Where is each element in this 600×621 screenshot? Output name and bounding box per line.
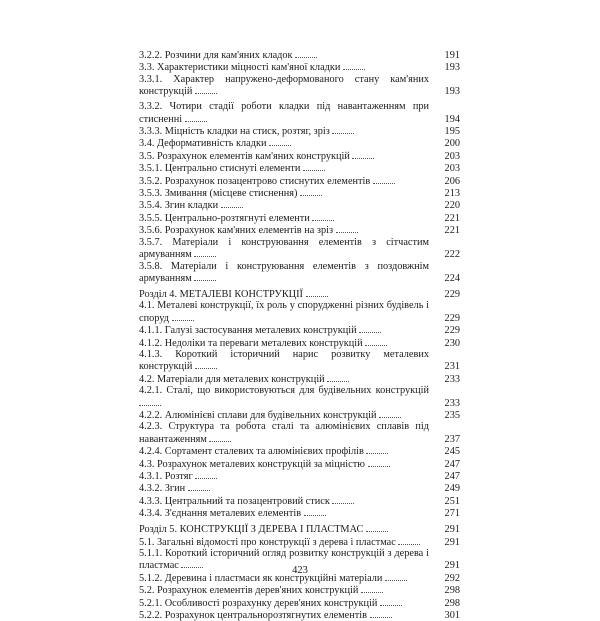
- toc-entry-page: 229: [444, 312, 460, 324]
- toc-entry: [139, 212, 460, 224]
- toc-entry-page: 233: [444, 397, 460, 409]
- toc-entry-page: 224: [444, 272, 460, 284]
- toc-entry-page: 251: [444, 495, 460, 507]
- dot-leader: [332, 125, 354, 134]
- toc-entry-title: 4.2.1. Сталі, що використовуються для будівельних конструкцій: [139, 385, 429, 397]
- toc-entry-title: 4.3.3. Центральний та позацентровий стиск: [139, 495, 330, 507]
- toc-entry-page: 271: [444, 508, 460, 520]
- toc-entry: [139, 470, 460, 482]
- dot-leader: [352, 150, 374, 159]
- toc-entry-page: 195: [444, 126, 460, 138]
- dot-leader: [361, 584, 383, 593]
- dot-leader: [366, 523, 388, 532]
- toc-entry-page: 249: [444, 483, 460, 495]
- toc-entry-page: 213: [444, 188, 460, 200]
- toc-entry-page: 298: [444, 585, 460, 597]
- toc-entry: [139, 261, 460, 285]
- toc-entry-title: 3.4. Деформативність кладки: [139, 138, 267, 150]
- toc-entry-page: 235: [444, 409, 460, 421]
- dot-leader: [312, 212, 334, 221]
- dot-leader: [332, 495, 354, 504]
- toc-entry-title: 3.5.1. Центрально стиснуті елементи: [139, 163, 301, 175]
- toc-entry-title: 5.1.1. Короткий історичний огляд розвитку конструкцій з дерева і пластмас: [139, 548, 429, 572]
- toc-entry-page: 301: [444, 610, 460, 621]
- dot-leader: [303, 162, 325, 171]
- toc-entry-title: 4.2.3. Структура та робота сталі та алюмінієвих сплавів під навантаженням: [139, 421, 429, 445]
- toc-entry-title: 3.5.7. Матеріали і конструювання елементів з сітчастим армуванням: [139, 236, 429, 261]
- toc-entry-page: 233: [444, 373, 460, 385]
- toc-entry: [139, 300, 460, 324]
- table-of-contents: [139, 49, 460, 621]
- dot-leader: [269, 137, 291, 146]
- toc-entry: [139, 349, 460, 373]
- toc-entry-page: 193: [444, 62, 460, 74]
- dot-leader: [336, 224, 358, 233]
- toc-entry-title: 5.2.2. Розрахунок центральнорозтягнутих елементів: [139, 610, 367, 621]
- toc-entry-page: 292: [444, 572, 460, 584]
- toc-entry-page: 220: [444, 200, 460, 212]
- dot-leader: [195, 360, 217, 369]
- toc-entry: [139, 597, 460, 609]
- toc-entry-page: 194: [444, 113, 460, 125]
- dot-leader: [343, 61, 365, 70]
- toc-entry-page: 193: [444, 86, 460, 98]
- toc-entry-title: 4.1. Металеві конструкції, їх роль у спорудженні різних будівель і споруд: [139, 300, 429, 324]
- toc-entry-page: 229: [444, 288, 460, 300]
- toc-entry-title: 4.1.1. Галузі застосування металевих конструкцій: [139, 325, 357, 337]
- toc-entry-page: 237: [444, 433, 460, 445]
- toc-entry-title: 4.3.4. З'єднання металевих елементів: [139, 508, 302, 520]
- toc-entry: [139, 224, 460, 236]
- toc-entry: [139, 49, 460, 61]
- toc-entry: [139, 175, 460, 187]
- toc-entry-title: 3.3. Характеристики міцності кам'яної кладки: [139, 62, 341, 74]
- dot-leader: [195, 470, 217, 479]
- dot-leader: [380, 597, 402, 606]
- toc-entry-page: 191: [444, 50, 460, 61]
- dot-leader: [373, 175, 395, 184]
- toc-entry: [139, 495, 460, 507]
- toc-entry-title: 3.5.4. Згин кладки: [139, 200, 219, 212]
- toc-entry: [139, 584, 460, 596]
- toc-entry-title: 4.2.4. Сортамент сталевих та алюмінієвих профілів: [139, 446, 364, 458]
- toc-entry-page: 221: [444, 225, 460, 237]
- toc-entry-title: 5.1.2. Деревина і пластмаси як конструкційні матеріали: [139, 572, 383, 584]
- toc-entry: [139, 482, 460, 494]
- page-number: 423: [292, 565, 308, 576]
- toc-entry: [139, 150, 460, 162]
- toc-entry-page: 221: [444, 212, 460, 224]
- dot-leader: [304, 507, 326, 516]
- toc-entry-page: 203: [444, 163, 460, 175]
- toc-entry: [139, 288, 460, 300]
- toc-entry: [139, 409, 460, 421]
- dot-leader: [209, 433, 231, 442]
- toc-entry: [139, 324, 460, 336]
- toc-entry-title: Розділ 4. МЕТАЛЕВІ КОНСТРУКЦІЇ: [139, 288, 303, 300]
- dot-leader: [306, 288, 328, 297]
- toc-entry: [139, 61, 460, 73]
- toc-entry-page: 206: [444, 175, 460, 187]
- toc-entry-page: 247: [444, 458, 460, 470]
- toc-entry-page: 291: [444, 524, 460, 536]
- toc-entry-page: 231: [444, 361, 460, 373]
- toc-entry-page: 245: [444, 446, 460, 458]
- toc-entry-title: 3.3.2. Чотири стадії роботи кладки під навантаженням при стисненні: [139, 101, 429, 125]
- dot-leader: [379, 409, 401, 418]
- dot-leader: [327, 373, 349, 382]
- dot-leader: [398, 536, 420, 545]
- toc-entry: [139, 74, 460, 98]
- toc-entry-title: 4.1.2. Недоліки та переваги металевих конструкцій: [139, 337, 363, 349]
- toc-entry-title: 4.3. Розрахунок металевих конструкцій за міцністю: [139, 458, 365, 470]
- toc-entry: [139, 373, 460, 385]
- dot-leader: [300, 187, 322, 196]
- toc-entry: [139, 536, 460, 548]
- toc-entry: [139, 337, 460, 349]
- dot-leader: [295, 49, 317, 58]
- dot-leader: [194, 248, 216, 257]
- toc-entry: [139, 421, 460, 445]
- dot-leader: [195, 85, 217, 94]
- toc-entry-title: 3.5.2. Розрахунок позацентрово стиснутих елементів: [139, 175, 371, 187]
- dot-leader: [188, 482, 210, 491]
- dot-leader: [365, 337, 387, 346]
- toc-entry-page: 222: [444, 249, 460, 261]
- toc-entry-title: 5.2.1. Особливості розрахунку дерев'яних конструкцій: [139, 597, 378, 609]
- toc-entry-page: 230: [444, 337, 460, 349]
- dot-leader: [172, 312, 194, 321]
- dot-leader: [368, 458, 390, 467]
- toc-entry-title: 4.2.2. Алюмінієві сплави для будівельних конструкцій: [139, 409, 377, 421]
- toc-entry-title: 3.5.6. Розрахунок кам'яних елементів на зріз: [139, 225, 334, 237]
- toc-entry: [139, 385, 460, 409]
- toc-entry-title: 3.2.2. Розчини для кам'яних кладок: [139, 50, 293, 61]
- toc-entry: [139, 101, 460, 125]
- toc-entry-page: 298: [444, 597, 460, 609]
- dot-leader: [221, 199, 243, 208]
- toc-entry: [139, 458, 460, 470]
- toc-entry-title: 5.2. Розрахунок елементів дерев'яних конструкцій: [139, 585, 359, 597]
- toc-entry-title: 3.5.3. Змивання (місцеве стиснення): [139, 188, 298, 200]
- toc-entry: [139, 137, 460, 149]
- toc-entry-title: Розділ 5. КОНСТРУКЦІЇ З ДЕРЕВА І ПЛАСТМАС: [139, 524, 364, 536]
- toc-entry-title: 4.3.1. Розтяг: [139, 471, 193, 482]
- toc-entry-title: 3.5.5. Центрально-розтягнуті елементи: [139, 212, 310, 224]
- toc-entry-page: 229: [444, 325, 460, 337]
- toc-entry-page: 200: [444, 138, 460, 150]
- dot-leader: [366, 445, 388, 454]
- dot-leader: [370, 609, 392, 618]
- toc-entry: [139, 523, 460, 535]
- toc-entry: [139, 237, 460, 261]
- toc-entry: [139, 445, 460, 457]
- toc-entry-page: 247: [444, 471, 460, 482]
- toc-entry-title: 3.5.8. Матеріали і конструювання елементів з поздовжнім армуванням: [139, 260, 429, 284]
- toc-entry-title: 4.1.3. Короткий історичний нарис розвитку металевих конструкцій: [139, 348, 429, 373]
- toc-entry-title: 4.3.2. Згин: [139, 483, 186, 495]
- toc-entry: [139, 507, 460, 519]
- toc-entry-title: 4.2. Матеріали для металевих конструкцій: [139, 373, 325, 385]
- toc-entry-title: 3.5. Розрахунок елементів кам'яних конструкцій: [139, 150, 350, 162]
- dot-leader: [139, 397, 161, 406]
- toc-entry-title: 3.3.1. Характер напружено-деформованого стану кам'яних конструкцій: [139, 73, 429, 98]
- toc-entry-page: 291: [444, 536, 460, 548]
- toc-entry: [139, 162, 460, 174]
- toc-entry: [139, 199, 460, 211]
- toc-entry: [139, 187, 460, 199]
- dot-leader: [359, 324, 381, 333]
- toc-entry-page: 203: [444, 150, 460, 162]
- toc-entry: [139, 125, 460, 137]
- dot-leader: [194, 272, 216, 281]
- dot-leader: [185, 113, 207, 122]
- toc-entry: [139, 609, 460, 621]
- toc-entry-page: 291: [444, 560, 460, 572]
- toc-entry-title: 3.3.3. Міцність кладки на стиск, розтяг, зріз: [139, 126, 330, 138]
- toc-entry-title: 5.1. Загальні відомості про конструкції з дерева і пластмас: [139, 536, 396, 548]
